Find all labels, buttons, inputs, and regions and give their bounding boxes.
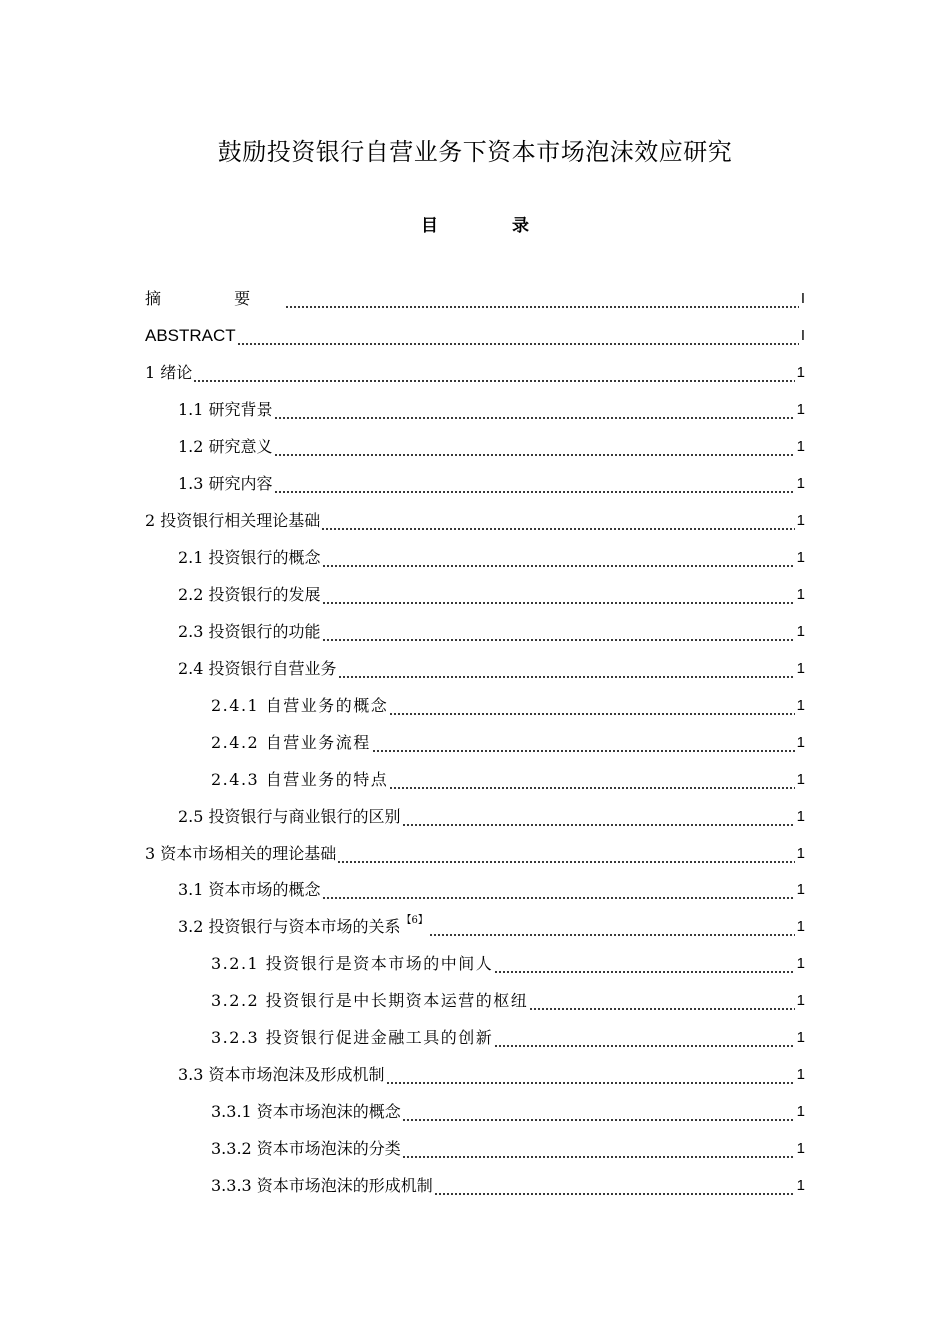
- toc-dot-leader: [337, 843, 794, 865]
- toc-entry-2-5[interactable]: [178, 802, 805, 828]
- toc-entry-page: 1: [796, 808, 805, 825]
- toc-dot-leader: [494, 1027, 794, 1049]
- toc-entry-3-3-3[interactable]: [211, 1171, 805, 1197]
- document-title: 鼓励投资银行自营业务下资本市场泡沫效应研究: [217, 138, 733, 166]
- toc-entry-label: 3 资本市场相关的理论基础: [145, 844, 337, 863]
- toc-entry-label: 2.4.3 自营业务的特点: [211, 770, 389, 789]
- toc-dot-leader: [434, 1175, 795, 1197]
- toc-entry-label: 2 投资银行相关理论基础: [145, 511, 321, 530]
- toc-entry-label: 2.4.1 自营业务的概念: [211, 696, 389, 715]
- toc-entry-label: 3.3.2 资本市场泡沫的分类: [211, 1139, 401, 1158]
- toc-entry-2-4-3[interactable]: [211, 765, 805, 791]
- toc-dot-leader: [322, 621, 795, 643]
- toc-entry-2-2[interactable]: [178, 580, 805, 606]
- toc-entry-page: 1: [796, 881, 805, 898]
- toc-entry-label: 2.1 投资银行的概念: [178, 548, 321, 567]
- toc-entry-page: 1: [796, 1140, 805, 1157]
- toc-entry-1-2[interactable]: [178, 432, 805, 458]
- toc-entry-2-3[interactable]: [178, 617, 805, 643]
- toc-entry-3-3-2[interactable]: [211, 1134, 805, 1160]
- toc-entry-page: 1: [796, 438, 805, 455]
- toc-entry-label: 3.1 资本市场的概念: [178, 880, 321, 899]
- toc-entry-label: 2.4 投资银行自营业务: [178, 659, 337, 678]
- toc-entry-page: 1: [796, 697, 805, 714]
- toc-dot-leader: [321, 510, 794, 532]
- toc-dot-leader: [389, 769, 794, 791]
- toc-dot-leader: [402, 806, 795, 828]
- toc-entry-3-2-2[interactable]: [211, 986, 805, 1012]
- toc-dot-leader: [322, 547, 795, 569]
- toc-entry-3-2-3[interactable]: [211, 1023, 805, 1049]
- toc-entry-page: 1: [796, 918, 805, 935]
- toc-entry-page: I: [800, 327, 805, 344]
- toc-dot-leader: [322, 879, 795, 901]
- toc-entry-page: 1: [796, 623, 805, 640]
- toc-entry-page: 1: [796, 992, 805, 1009]
- toc-entry-3-3[interactable]: [178, 1060, 805, 1086]
- toc-entry-2-4-2[interactable]: [211, 728, 805, 754]
- toc-entry-label: 2.3 投资银行的功能: [178, 622, 321, 641]
- toc-dot-leader: [372, 732, 795, 754]
- toc-entry-1-1[interactable]: [178, 395, 805, 421]
- toc-dot-leader: [402, 1138, 795, 1160]
- toc-entry-3-2-1[interactable]: [211, 949, 805, 975]
- toc-dot-leader: [285, 288, 799, 310]
- toc-entry-2-1[interactable]: [178, 543, 805, 569]
- toc-entry-1-3[interactable]: [178, 469, 805, 495]
- toc-entry-page: 1: [796, 401, 805, 418]
- toc-entry-page: 1: [796, 955, 805, 972]
- toc-dot-leader: [274, 399, 795, 421]
- toc-entry-label: 3.2 投资银行与资本市场的关系: [178, 917, 401, 936]
- toc-entry-label: 3.2.3 投资银行促进金融工具的创新: [211, 1028, 494, 1047]
- citation-mark: 【6】: [401, 915, 428, 926]
- toc-dot-leader: [322, 584, 795, 606]
- toc-entry-abstract-cn[interactable]: [145, 284, 805, 310]
- toc-entry-2-4-1[interactable]: [211, 691, 805, 717]
- toc-dot-leader: [237, 325, 799, 347]
- toc-dot-leader: [402, 1101, 795, 1123]
- toc-dot-leader: [274, 436, 795, 458]
- toc-entry-page: 1: [796, 1066, 805, 1083]
- toc-entry-label: 1.1 研究背景: [178, 400, 273, 419]
- toc-entry-page: 1: [796, 771, 805, 788]
- toc-entry-label: 摘 要: [145, 289, 285, 308]
- toc-dot-leader: [494, 953, 794, 975]
- toc-entry-page: 1: [796, 512, 805, 529]
- toc-entry-label: 1.3 研究内容: [178, 474, 273, 493]
- toc-entry-page: 1: [796, 845, 805, 862]
- toc-dot-leader: [338, 658, 795, 680]
- toc-entry-2[interactable]: [145, 506, 805, 532]
- toc-entry-label: 3.3 资本市场泡沫及形成机制: [178, 1065, 385, 1084]
- toc-entry-page: 1: [796, 586, 805, 603]
- toc-entry-page: 1: [796, 1029, 805, 1046]
- toc-entry-2-4[interactable]: [178, 654, 805, 680]
- toc-dot-leader: [529, 990, 794, 1012]
- toc-entry-1[interactable]: [145, 358, 805, 384]
- toc-entry-label: 2.5 投资银行与商业银行的区别: [178, 807, 401, 826]
- toc-dot-leader: [274, 473, 795, 495]
- toc-entry-label-wrap: [178, 916, 428, 938]
- toc-entry-label: 3.2.2 投资银行是中长期资本运营的枢纽: [211, 991, 529, 1010]
- toc-dot-leader: [429, 916, 795, 938]
- toc-entry-label: 3.3.1 资本市场泡沫的概念: [211, 1102, 401, 1121]
- toc-entry-label: 1 绪论: [145, 363, 193, 382]
- toc-dot-leader: [193, 362, 794, 384]
- toc-entry-3[interactable]: [145, 839, 805, 865]
- toc-entry-page: 1: [796, 734, 805, 751]
- toc-entry-label: 3.2.1 投资银行是资本市场的中间人: [211, 954, 494, 973]
- toc-entry-3-1[interactable]: [178, 875, 805, 901]
- toc-entry-label: 2.4.2 自营业务流程: [211, 733, 371, 752]
- toc-entry-page: 1: [796, 660, 805, 677]
- toc-entry-page: 1: [796, 1103, 805, 1120]
- toc-entry-label: 1.2 研究意义: [178, 437, 273, 456]
- toc-entry-page: 1: [796, 1177, 805, 1194]
- toc-entry-3-2[interactable]: [178, 912, 805, 938]
- toc-dot-leader: [386, 1064, 795, 1086]
- toc-entry-label: ABSTRACT: [145, 326, 236, 345]
- toc-entry-3-3-1[interactable]: [211, 1097, 805, 1123]
- toc-dot-leader: [389, 695, 794, 717]
- toc-entry-page: 1: [796, 364, 805, 381]
- toc-entry-label: 2.2 投资银行的发展: [178, 585, 321, 604]
- toc-entry-page: 1: [796, 475, 805, 492]
- toc-entry-page: I: [800, 290, 805, 307]
- toc-entry-abstract-en[interactable]: [145, 321, 805, 347]
- toc-entry-label: 3.3.3 资本市场泡沫的形成机制: [211, 1176, 433, 1195]
- toc-entry-page: 1: [796, 549, 805, 566]
- toc-heading: 目 录: [421, 216, 563, 236]
